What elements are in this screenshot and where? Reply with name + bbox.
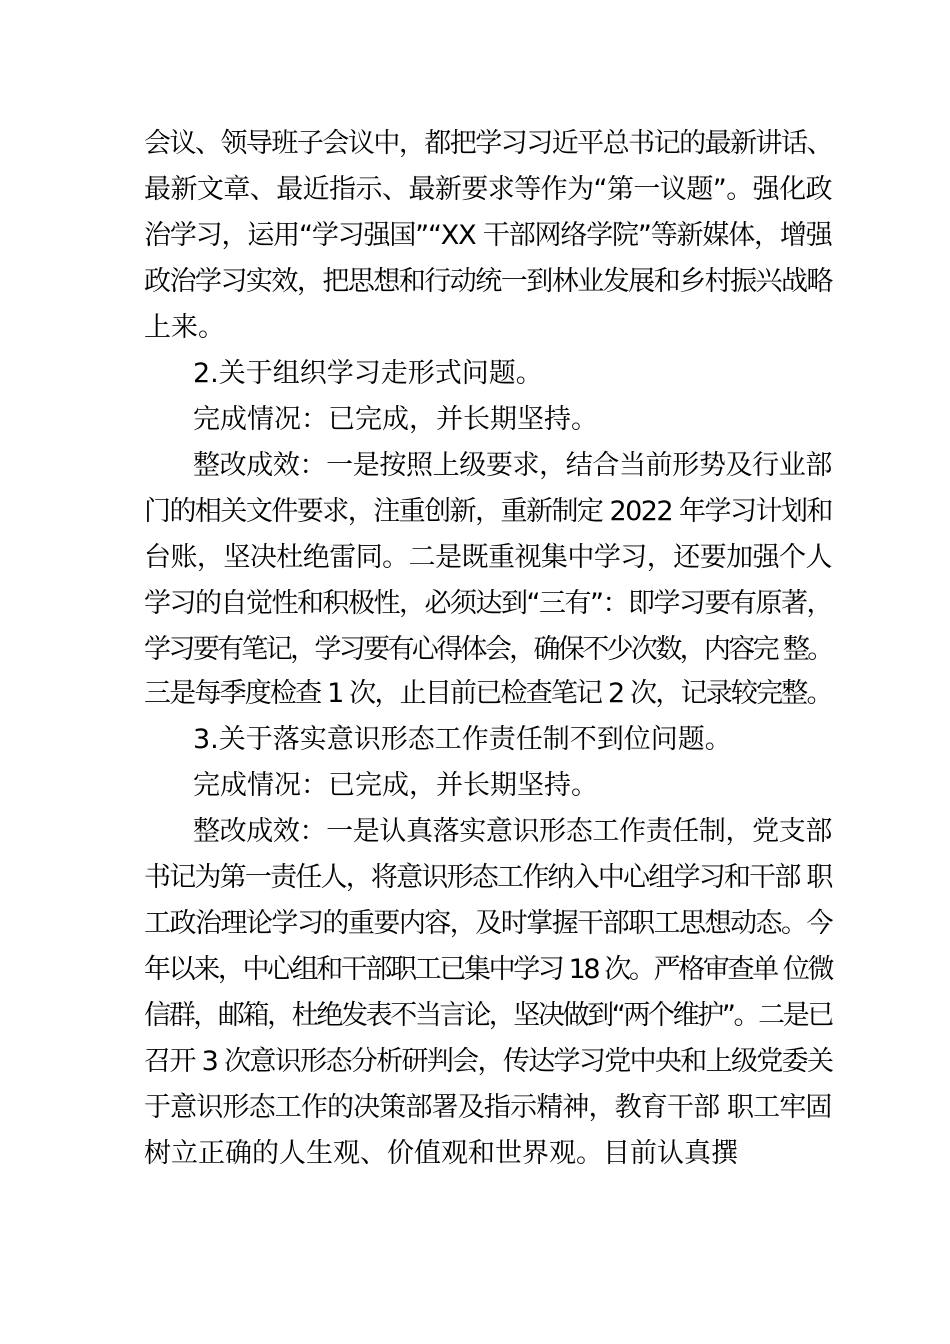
section-heading: 2.关于组织学习走形式问题。 (193, 358, 543, 389)
text-line: 完成情况：已完成，并长期坚持。 (193, 770, 598, 801)
text-line: 台账，坚决杜绝雷同。二是既重视集中学习，还要加强个人 (144, 542, 832, 573)
section-heading: 3.关于落实意识形态工作责任制不到位问题。 (193, 724, 732, 755)
text-line: 门的相关文件要求，注重创新，重新制定 2022 年学习计划和 (144, 496, 832, 527)
text-line: 树立正确的人生观、价值观和世界观。目前认真撰 (144, 1138, 738, 1169)
text-line: 信群，邮箱，杜绝发表不当言论，坚决做到“两个维护”。二是已 (144, 1000, 832, 1031)
text-line: 三是每季度检查 1 次，止目前已检查笔记 2 次，记录较完整。 (144, 678, 832, 709)
text-line: 完成情况：已完成，并长期坚持。 (193, 404, 598, 435)
text-line: 治学习，运用“学习强国”“XX 干部网络学院”等新媒体，增强 (144, 220, 832, 251)
text-line: 学习要有笔记，学习要有心得体会，确保不少次数，内容完 整。 (144, 634, 832, 665)
text-line: 最新文章、最近指示、最新要求等作为“第一议题”。强化政 (144, 174, 832, 205)
text-line: 会议、领导班子会议中，都把学习习近平总书记的最新讲话、 (144, 128, 832, 159)
text-line: 召开 3 次意识形态分析研判会，传达学习党中央和上级党委关 (144, 1046, 833, 1077)
text-line: 工政治理论学习的重要内容，及时掌握干部职工思想动态。今 (144, 908, 832, 939)
text-line: 上来。 (144, 312, 225, 343)
text-line: 于意识形态工作的决策部署及指示精神，教育干部 职工牢固 (144, 1092, 832, 1123)
text-line: 书记为第一责任人，将意识形态工作纳入中心组学习和干部 职 (144, 862, 832, 893)
text-line: 年以来，中心组和干部职工已集中学习 18 次。严格审查单 位微 (144, 954, 833, 985)
text-line: 整改成效：一是按照上级要求，结合当前形势及行业部 (193, 450, 832, 481)
text-line: 整改成效：一是认真落实意识形态工作责任制，党支部 (193, 816, 832, 847)
text-line: 政治学习实效，把思想和行动统一到林业发展和乡村振兴战略 (144, 266, 832, 297)
text-line: 学习的自觉性和积极性，必须达到“三有”：即学习要有原著， (144, 588, 832, 619)
